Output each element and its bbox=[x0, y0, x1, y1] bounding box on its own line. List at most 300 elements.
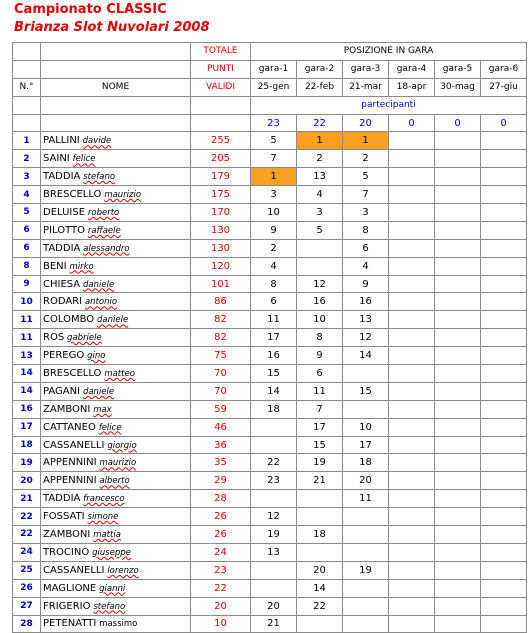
race-name: gara-6 bbox=[481, 60, 527, 78]
table-row bbox=[13, 561, 527, 579]
table-row bbox=[13, 132, 527, 150]
race-position: 13 bbox=[297, 168, 343, 186]
title-line-1: Campionato CLASSIC bbox=[14, 2, 167, 17]
race-position: 16 bbox=[343, 293, 389, 311]
race-position bbox=[389, 418, 435, 436]
last-name: PALLINI bbox=[43, 135, 80, 147]
driver-name bbox=[41, 418, 191, 436]
race-position bbox=[389, 472, 435, 490]
race-position bbox=[435, 186, 481, 204]
first-name: roberto bbox=[87, 207, 120, 218]
table-row bbox=[13, 400, 527, 418]
driver-name bbox=[41, 436, 191, 454]
race-position bbox=[389, 454, 435, 472]
table-row bbox=[13, 293, 527, 311]
table-row bbox=[13, 579, 527, 597]
race-position bbox=[481, 168, 527, 186]
race-position: 4 bbox=[251, 257, 297, 275]
race-position bbox=[297, 508, 343, 526]
race-position: 12 bbox=[297, 275, 343, 293]
table-row bbox=[13, 508, 527, 526]
race-date: 30-mag bbox=[435, 78, 481, 96]
first-name: mattia bbox=[93, 529, 121, 540]
race-position: 11 bbox=[343, 490, 389, 508]
participants-count: 22 bbox=[297, 114, 343, 132]
first-name: felice bbox=[98, 422, 122, 433]
rank-number: 22 bbox=[13, 508, 41, 526]
race-position bbox=[389, 597, 435, 615]
last-name: CHIESA bbox=[43, 278, 81, 290]
first-name: max bbox=[93, 404, 112, 415]
race-position: 11 bbox=[251, 311, 297, 329]
last-name: PILOTTO bbox=[43, 224, 85, 236]
race-position: 11 bbox=[297, 382, 343, 400]
rank-number: 28 bbox=[13, 615, 41, 633]
race-position bbox=[389, 150, 435, 168]
race-position bbox=[297, 257, 343, 275]
driver-name bbox=[41, 365, 191, 383]
race-position bbox=[435, 150, 481, 168]
race-position bbox=[343, 543, 389, 561]
race-position bbox=[435, 543, 481, 561]
race-date: 27-giu bbox=[481, 78, 527, 96]
race-position: 1 bbox=[343, 132, 389, 150]
race-position: 20 bbox=[297, 561, 343, 579]
first-name: lorenzo bbox=[107, 565, 139, 576]
race-position bbox=[389, 329, 435, 347]
race-position: 8 bbox=[251, 275, 297, 293]
race-position bbox=[481, 257, 527, 275]
first-name: davide bbox=[82, 136, 112, 147]
points-total: 75 bbox=[191, 347, 251, 365]
header-validi: VALIDI bbox=[191, 78, 251, 96]
race-position bbox=[297, 239, 343, 257]
race-position bbox=[481, 490, 527, 508]
race-position bbox=[481, 347, 527, 365]
last-name: CASSANELLI bbox=[43, 439, 105, 451]
race-position bbox=[481, 454, 527, 472]
header-n: N.° bbox=[13, 78, 41, 96]
points-total: 28 bbox=[191, 490, 251, 508]
race-name: gara-3 bbox=[343, 60, 389, 78]
first-name: stefano bbox=[83, 172, 116, 183]
first-name: raffaele bbox=[87, 225, 121, 236]
race-position: 19 bbox=[297, 454, 343, 472]
participants-count: 0 bbox=[389, 114, 435, 132]
race-position: 10 bbox=[251, 204, 297, 222]
race-position: 7 bbox=[343, 186, 389, 204]
table-row bbox=[13, 150, 527, 168]
last-name: TADDIA bbox=[43, 493, 81, 505]
race-position: 8 bbox=[343, 221, 389, 239]
last-name: BRESCELLO bbox=[43, 189, 102, 201]
points-total: 205 bbox=[191, 150, 251, 168]
driver-name bbox=[41, 186, 191, 204]
race-position bbox=[389, 186, 435, 204]
first-name: francesco bbox=[83, 494, 125, 505]
driver-name bbox=[41, 239, 191, 257]
first-name: giuseppe bbox=[92, 547, 131, 558]
first-name: maurizio bbox=[104, 190, 142, 201]
first-name: antonio bbox=[84, 297, 118, 308]
last-name: PEREGO bbox=[43, 350, 85, 362]
last-name: COLOMBO bbox=[43, 314, 95, 326]
race-position bbox=[435, 418, 481, 436]
race-position bbox=[435, 132, 481, 150]
race-position: 13 bbox=[251, 543, 297, 561]
last-name: TROCINO bbox=[43, 546, 90, 558]
points-total: 26 bbox=[191, 508, 251, 526]
race-position: 1 bbox=[251, 168, 297, 186]
race-position: 6 bbox=[297, 365, 343, 383]
race-position: 21 bbox=[251, 615, 297, 633]
header-partecipanti: partecipanti bbox=[251, 96, 527, 114]
race-position bbox=[435, 615, 481, 633]
race-position: 20 bbox=[251, 597, 297, 615]
race-position bbox=[389, 239, 435, 257]
first-name: mirko bbox=[69, 261, 94, 272]
race-position: 18 bbox=[251, 400, 297, 418]
race-position bbox=[481, 597, 527, 615]
rank-number: 20 bbox=[13, 472, 41, 490]
rank-number: 6 bbox=[13, 239, 41, 257]
rank-number: 5 bbox=[13, 204, 41, 222]
race-position bbox=[389, 311, 435, 329]
race-position bbox=[389, 436, 435, 454]
race-position bbox=[435, 347, 481, 365]
race-position bbox=[389, 490, 435, 508]
table-row bbox=[13, 347, 527, 365]
race-position: 23 bbox=[251, 472, 297, 490]
driver-name bbox=[41, 579, 191, 597]
driver-name bbox=[41, 150, 191, 168]
rank-number: 1 bbox=[13, 132, 41, 150]
driver-name bbox=[41, 526, 191, 544]
race-position bbox=[343, 615, 389, 633]
race-position: 3 bbox=[297, 204, 343, 222]
race-position bbox=[481, 239, 527, 257]
race-position bbox=[389, 561, 435, 579]
header-totale: TOTALE bbox=[191, 43, 251, 61]
last-name: TADDIA bbox=[43, 171, 81, 183]
first-name: gabriele bbox=[67, 333, 102, 344]
driver-name bbox=[41, 615, 191, 633]
race-position: 2 bbox=[297, 150, 343, 168]
points-total: 82 bbox=[191, 329, 251, 347]
race-position bbox=[435, 579, 481, 597]
race-position bbox=[389, 221, 435, 239]
race-position bbox=[435, 204, 481, 222]
last-name: MAGLIONE bbox=[43, 582, 97, 594]
race-name: gara-4 bbox=[389, 60, 435, 78]
race-position bbox=[389, 132, 435, 150]
points-total: 70 bbox=[191, 365, 251, 383]
driver-name bbox=[41, 543, 191, 561]
last-name: CASSANELLI bbox=[43, 564, 105, 576]
driver-name bbox=[41, 204, 191, 222]
race-position bbox=[435, 472, 481, 490]
race-position: 13 bbox=[343, 311, 389, 329]
rank-number: 11 bbox=[13, 311, 41, 329]
first-name: daniele bbox=[83, 279, 115, 290]
rank-number: 11 bbox=[13, 329, 41, 347]
table-row bbox=[13, 186, 527, 204]
points-total: 82 bbox=[191, 311, 251, 329]
last-name: BRESCELLO bbox=[43, 367, 102, 379]
table-row bbox=[13, 436, 527, 454]
driver-name bbox=[41, 454, 191, 472]
participants-count: 0 bbox=[435, 114, 481, 132]
race-position: 19 bbox=[343, 561, 389, 579]
race-position: 1 bbox=[297, 132, 343, 150]
race-position: 2 bbox=[251, 239, 297, 257]
race-position: 5 bbox=[297, 221, 343, 239]
race-position bbox=[481, 382, 527, 400]
table-row bbox=[13, 365, 527, 383]
first-name: daniele bbox=[97, 315, 129, 326]
race-position bbox=[389, 526, 435, 544]
race-date: 25-gen bbox=[251, 78, 297, 96]
first-name: alberto bbox=[99, 476, 130, 487]
race-position: 10 bbox=[297, 311, 343, 329]
table-row bbox=[13, 382, 527, 400]
table-row bbox=[13, 311, 527, 329]
driver-name bbox=[41, 275, 191, 293]
points-total: 120 bbox=[191, 257, 251, 275]
race-position: 12 bbox=[251, 508, 297, 526]
rank-number: 21 bbox=[13, 490, 41, 508]
race-position bbox=[481, 275, 527, 293]
driver-name bbox=[41, 490, 191, 508]
first-name: giorgio bbox=[107, 440, 137, 451]
title-line-2: Brianza Slot Nuvolari 2008 bbox=[14, 20, 210, 35]
race-position: 5 bbox=[251, 132, 297, 150]
race-position bbox=[435, 508, 481, 526]
rank-number: 27 bbox=[13, 597, 41, 615]
table-row bbox=[13, 418, 527, 436]
race-position bbox=[435, 436, 481, 454]
race-position bbox=[481, 221, 527, 239]
table-row bbox=[13, 543, 527, 561]
rank-number: 26 bbox=[13, 579, 41, 597]
driver-name bbox=[41, 597, 191, 615]
rank-number: 8 bbox=[13, 257, 41, 275]
race-date: 18-apr bbox=[389, 78, 435, 96]
rank-number: 18 bbox=[13, 436, 41, 454]
race-date: 22-feb bbox=[297, 78, 343, 96]
driver-name bbox=[41, 329, 191, 347]
race-position bbox=[297, 543, 343, 561]
points-total: 170 bbox=[191, 204, 251, 222]
first-name: simone bbox=[87, 512, 119, 523]
race-position bbox=[343, 365, 389, 383]
first-name: matteo bbox=[104, 368, 135, 379]
race-name: gara-2 bbox=[297, 60, 343, 78]
race-position: 17 bbox=[343, 436, 389, 454]
points-total: 130 bbox=[191, 221, 251, 239]
race-position bbox=[435, 561, 481, 579]
driver-name bbox=[41, 221, 191, 239]
rank-number: 14 bbox=[13, 365, 41, 383]
rank-number: 3 bbox=[13, 168, 41, 186]
last-name: ROS bbox=[43, 332, 65, 344]
race-position bbox=[435, 311, 481, 329]
rank-number: 13 bbox=[13, 347, 41, 365]
last-name: RODARI bbox=[43, 296, 83, 308]
race-position bbox=[481, 579, 527, 597]
race-position bbox=[481, 150, 527, 168]
race-position bbox=[435, 168, 481, 186]
points-total: 23 bbox=[191, 561, 251, 579]
race-position: 5 bbox=[343, 168, 389, 186]
driver-name bbox=[41, 132, 191, 150]
race-position bbox=[251, 418, 297, 436]
last-name: CATTANEO bbox=[43, 421, 96, 433]
race-position bbox=[481, 543, 527, 561]
points-total: 255 bbox=[191, 132, 251, 150]
race-position bbox=[389, 543, 435, 561]
last-name: SAINI bbox=[43, 153, 70, 165]
race-position bbox=[297, 490, 343, 508]
race-position: 19 bbox=[251, 526, 297, 544]
table-row bbox=[13, 615, 527, 633]
rank-number: 6 bbox=[13, 221, 41, 239]
race-position bbox=[481, 615, 527, 633]
header-punti: PUNTI bbox=[191, 60, 251, 78]
table-row bbox=[13, 454, 527, 472]
race-position bbox=[435, 275, 481, 293]
first-name: massimo bbox=[99, 619, 138, 630]
table-row bbox=[13, 239, 527, 257]
points-total: 70 bbox=[191, 382, 251, 400]
race-position: 15 bbox=[251, 365, 297, 383]
rank-number: 22 bbox=[13, 526, 41, 544]
race-position bbox=[251, 490, 297, 508]
standings-table bbox=[12, 42, 527, 633]
rank-number: 24 bbox=[13, 543, 41, 561]
race-position bbox=[481, 472, 527, 490]
rank-number: 14 bbox=[13, 382, 41, 400]
race-position bbox=[389, 365, 435, 383]
race-position: 3 bbox=[343, 204, 389, 222]
race-position bbox=[343, 508, 389, 526]
race-position bbox=[481, 365, 527, 383]
table-row bbox=[13, 204, 527, 222]
race-position bbox=[435, 400, 481, 418]
race-position: 22 bbox=[297, 597, 343, 615]
race-position bbox=[481, 418, 527, 436]
race-position bbox=[435, 454, 481, 472]
race-position bbox=[481, 293, 527, 311]
points-total: 59 bbox=[191, 400, 251, 418]
race-position: 14 bbox=[343, 347, 389, 365]
rank-number: 2 bbox=[13, 150, 41, 168]
race-position bbox=[481, 186, 527, 204]
rank-number: 19 bbox=[13, 454, 41, 472]
points-total: 20 bbox=[191, 597, 251, 615]
race-position: 9 bbox=[297, 347, 343, 365]
race-position: 12 bbox=[343, 329, 389, 347]
race-position bbox=[389, 293, 435, 311]
race-position: 18 bbox=[343, 454, 389, 472]
rank-number: 9 bbox=[13, 275, 41, 293]
race-position bbox=[481, 561, 527, 579]
first-name: alessandro bbox=[83, 243, 130, 254]
rank-number: 25 bbox=[13, 561, 41, 579]
race-position: 14 bbox=[297, 579, 343, 597]
race-position: 4 bbox=[297, 186, 343, 204]
race-position bbox=[251, 561, 297, 579]
race-position bbox=[251, 436, 297, 454]
race-position bbox=[481, 400, 527, 418]
last-name: ZAMBONI bbox=[43, 403, 91, 415]
race-position: 7 bbox=[251, 150, 297, 168]
driver-name bbox=[41, 382, 191, 400]
race-position bbox=[435, 257, 481, 275]
table-row bbox=[13, 526, 527, 544]
last-name: ZAMBONI bbox=[43, 528, 91, 540]
race-position bbox=[435, 365, 481, 383]
driver-name bbox=[41, 561, 191, 579]
race-position: 17 bbox=[251, 329, 297, 347]
race-position: 6 bbox=[343, 239, 389, 257]
race-position bbox=[389, 275, 435, 293]
race-position: 14 bbox=[251, 382, 297, 400]
race-position bbox=[251, 579, 297, 597]
race-position: 8 bbox=[297, 329, 343, 347]
race-position bbox=[435, 239, 481, 257]
last-name: TADDIA bbox=[43, 242, 81, 254]
participants-count: 20 bbox=[343, 114, 389, 132]
points-total: 179 bbox=[191, 168, 251, 186]
race-position bbox=[297, 615, 343, 633]
race-position: 20 bbox=[343, 472, 389, 490]
points-total: 36 bbox=[191, 436, 251, 454]
driver-name bbox=[41, 168, 191, 186]
driver-name bbox=[41, 293, 191, 311]
race-position bbox=[435, 490, 481, 508]
rank-number: 17 bbox=[13, 418, 41, 436]
race-position: 2 bbox=[343, 150, 389, 168]
last-name: BENI bbox=[43, 260, 67, 272]
race-position bbox=[481, 329, 527, 347]
race-position bbox=[435, 329, 481, 347]
driver-name bbox=[41, 257, 191, 275]
race-position: 15 bbox=[343, 382, 389, 400]
last-name: APPENNINI bbox=[43, 457, 97, 469]
table-row bbox=[13, 275, 527, 293]
race-position bbox=[389, 382, 435, 400]
race-position: 17 bbox=[297, 418, 343, 436]
last-name: DELUISE bbox=[43, 206, 86, 218]
points-total: 130 bbox=[191, 239, 251, 257]
header-posizione: POSIZIONE IN GARA bbox=[251, 43, 527, 61]
race-position bbox=[389, 579, 435, 597]
table-row bbox=[13, 490, 527, 508]
race-position bbox=[481, 311, 527, 329]
race-name: gara-5 bbox=[435, 60, 481, 78]
table-row bbox=[13, 329, 527, 347]
race-position: 4 bbox=[343, 257, 389, 275]
race-position: 18 bbox=[297, 526, 343, 544]
last-name: PAGANI bbox=[43, 385, 81, 397]
race-position bbox=[481, 204, 527, 222]
race-position: 16 bbox=[251, 347, 297, 365]
race-position bbox=[343, 579, 389, 597]
race-position bbox=[435, 221, 481, 239]
last-name: FOSSATI bbox=[43, 511, 85, 523]
table-row bbox=[13, 257, 527, 275]
